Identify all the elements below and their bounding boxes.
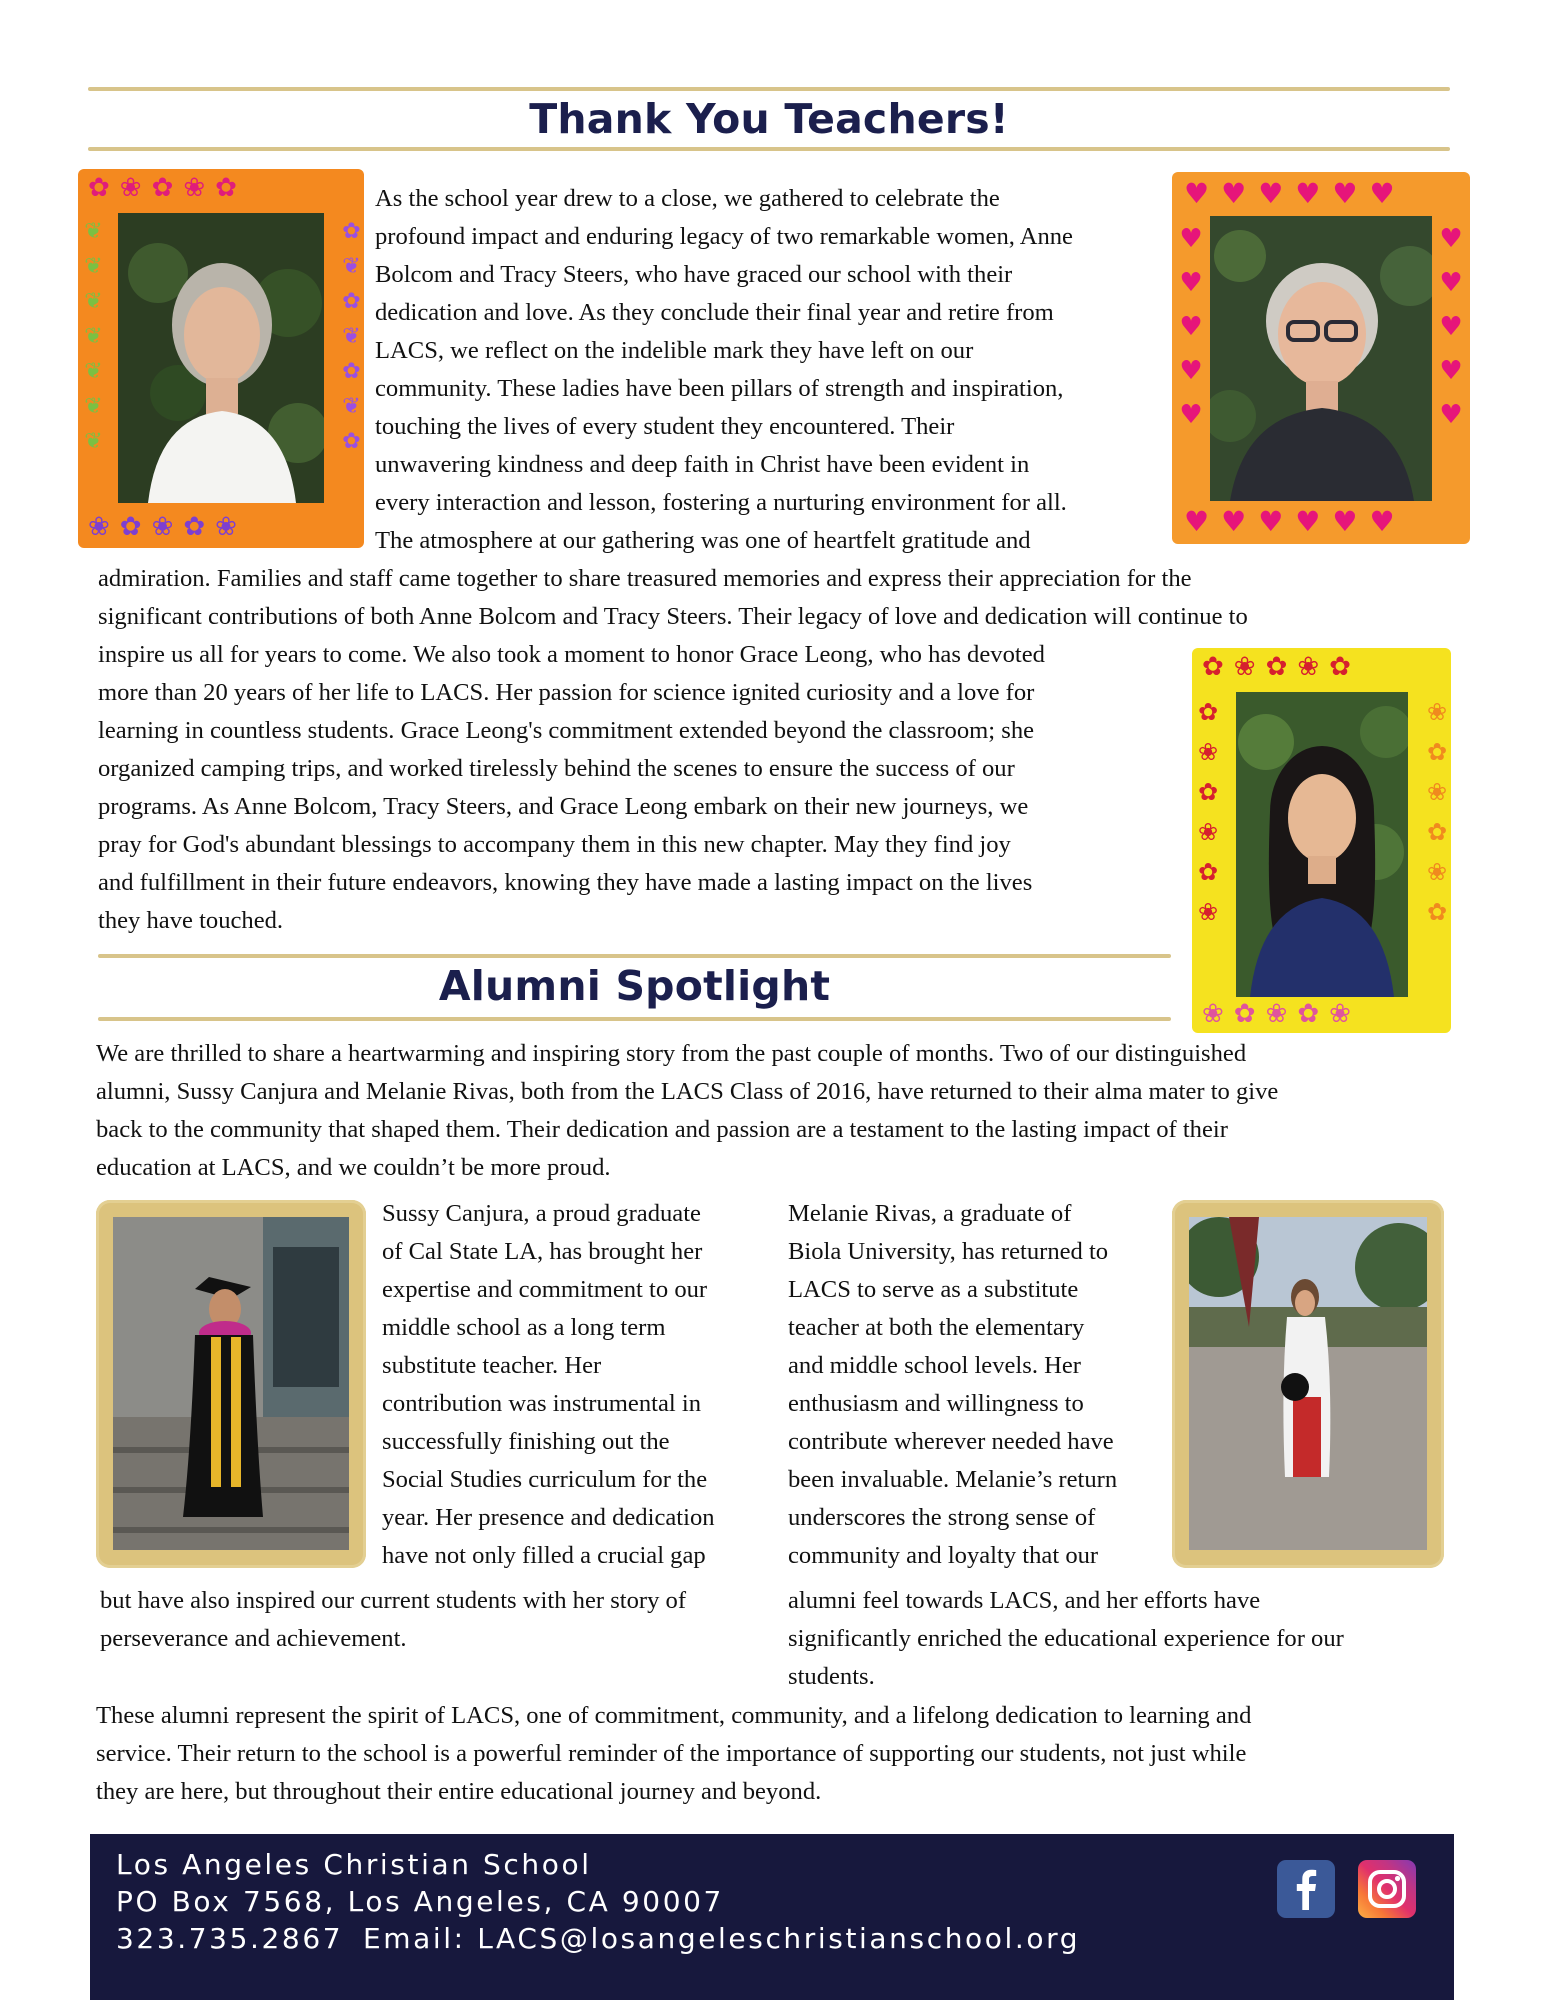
melanie-rivas-photo: [1189, 1217, 1427, 1550]
photo-frame-melanie: [1172, 1200, 1444, 1568]
top-rule: [88, 87, 1450, 91]
melanie-paragraph-tail: alumni feel towards LACS, and her efforts have significantly enriched the educational experience for our students.: [788, 1587, 1344, 1690]
school-address: PO Box 7568, Los Angeles, CA 90007: [116, 1885, 724, 1918]
flower-border-decoration: ✿❀✿❀✿: [88, 173, 247, 203]
instagram-icon[interactable]: [1358, 1860, 1416, 1918]
sussy-paragraph: Sussy Canjura, a proud graduate of Cal State LA, has brought her expertise and commitment to our middle school as a long term substitute teacher. Her contribution was instrumental in successfully finishing out the Social Studies curriculum for the year. Her presence and dedication have not only filled a crucial gap: [382, 1200, 715, 1569]
grace-leong-photo: [1236, 692, 1408, 997]
school-name: Los Angeles Christian School: [116, 1848, 592, 1881]
sussy-paragraph-tail: but have also inspired our current students with her story of perseverance and achievement.: [100, 1587, 687, 1652]
teachers-heading-rule: [88, 147, 1450, 151]
teachers-paragraph-full: admiration. Families and staff came together to share treasured memories and express their appreciation for the significant contributions of both Anne Bolcom and Tracy Steers. Their legacy of love and dedication will continue to: [98, 565, 1248, 630]
heart-border-decoration: ♥♥♥♥♥♥: [1184, 177, 1407, 210]
school-phone: 323.735.2867: [116, 1922, 344, 1955]
tracy-steers-photo: [1210, 216, 1432, 501]
school-email[interactable]: Email: LACS@losangeleschristianschool.org: [363, 1922, 1081, 1955]
alumni-top-rule: [98, 954, 1171, 958]
flower-border-decoration: ✿❀✿❀✿: [1202, 652, 1361, 682]
alumni-heading: Alumni Spotlight: [438, 962, 831, 1010]
photo-frame-tracy: ♥♥♥♥♥♥ ♥♥♥♥♥♥ ♥♥♥♥♥ ♥♥♥♥♥: [1172, 172, 1470, 544]
footer: [90, 1834, 1454, 2000]
alumni-closing: These alumni represent the spirit of LACS, one of commitment, community, and a lifelong dedication to learning and service. Their return to the school is a powerful reminder of the importance of supporting our students, not just while they are here, but throughout their entire educational journey and beyond.: [96, 1702, 1252, 1805]
facebook-icon[interactable]: [1277, 1860, 1335, 1918]
alumni-heading-rule: [98, 1017, 1171, 1021]
melanie-paragraph: Melanie Rivas, a graduate of Biola University, has returned to LACS to serve as a substitute teacher at both the elementary and middle school levels. Her enthusiasm and willingness to contribute wherever needed have been invaluable. Melanie’s return underscores the strong sense of community and loyalty that our: [788, 1200, 1118, 1569]
photo-frame-grace: ✿❀✿❀✿ ❀✿❀✿❀ ✿❀✿❀✿❀ ❀✿❀✿❀✿: [1192, 648, 1451, 1033]
sussy-canjura-photo: [113, 1217, 349, 1550]
alumni-intro: We are thrilled to share a heartwarming and inspiring story from the past couple of months. Two of our distinguished alumni, Sussy Canjura and Melanie Rivas, both from the LACS Class of 2016, have returned to their alma mater to give back to the community that shaped them. Their dedication and passion are a testament to the lasting impact of their education at LACS, and we couldn’t be more proud.: [96, 1040, 1279, 1181]
teachers-paragraph-top: As the school year drew to a close, we gathered to celebrate the profound impact and enduring legacy of two remarkable women, Anne Bolcom and Tracy Steers, who have graced our school with their dedication and love. As they conclude their final year and retire from LACS, we reflect on the indelible mark they have left on our community. These ladies have been pillars of strength and inspiration, touching the lives of every student they encountered. Their unwavering kindness and deep faith in Christ have been evident in every interaction and lesson, fostering a nurturing environment for all. The atmosphere at our gathering was one of heartfelt gratitude and: [375, 185, 1073, 554]
anne-bolcom-photo: [118, 213, 324, 503]
photo-frame-anne: ✿❀✿❀✿ ❀✿❀✿❀ ❦❦❦❦❦❦❦ ✿❦✿❦✿❦✿: [78, 169, 364, 548]
teachers-heading: Thank You Teachers!: [529, 95, 1009, 143]
teachers-paragraph-grace: inspire us all for years to come. We also took a moment to honor Grace Leong, who has devoted more than 20 years of her life to LACS. Her passion for science ignited curiosity and a love for learning in countless students. Grace Leong's commitment extended beyond the classroom; she organized camping trips, and worked tirelessly behind the scenes to ensure the success of our programs. As Anne Bolcom, Tracy Steers, and Grace Leong embark on their new journeys, we pray for God's abundant blessings to accompany them in this new chapter. May they find joy and fulfillment in their future endeavors, knowing they have made a lasting impact on the lives they have touched.: [98, 641, 1045, 934]
photo-frame-sussy: [96, 1200, 366, 1568]
